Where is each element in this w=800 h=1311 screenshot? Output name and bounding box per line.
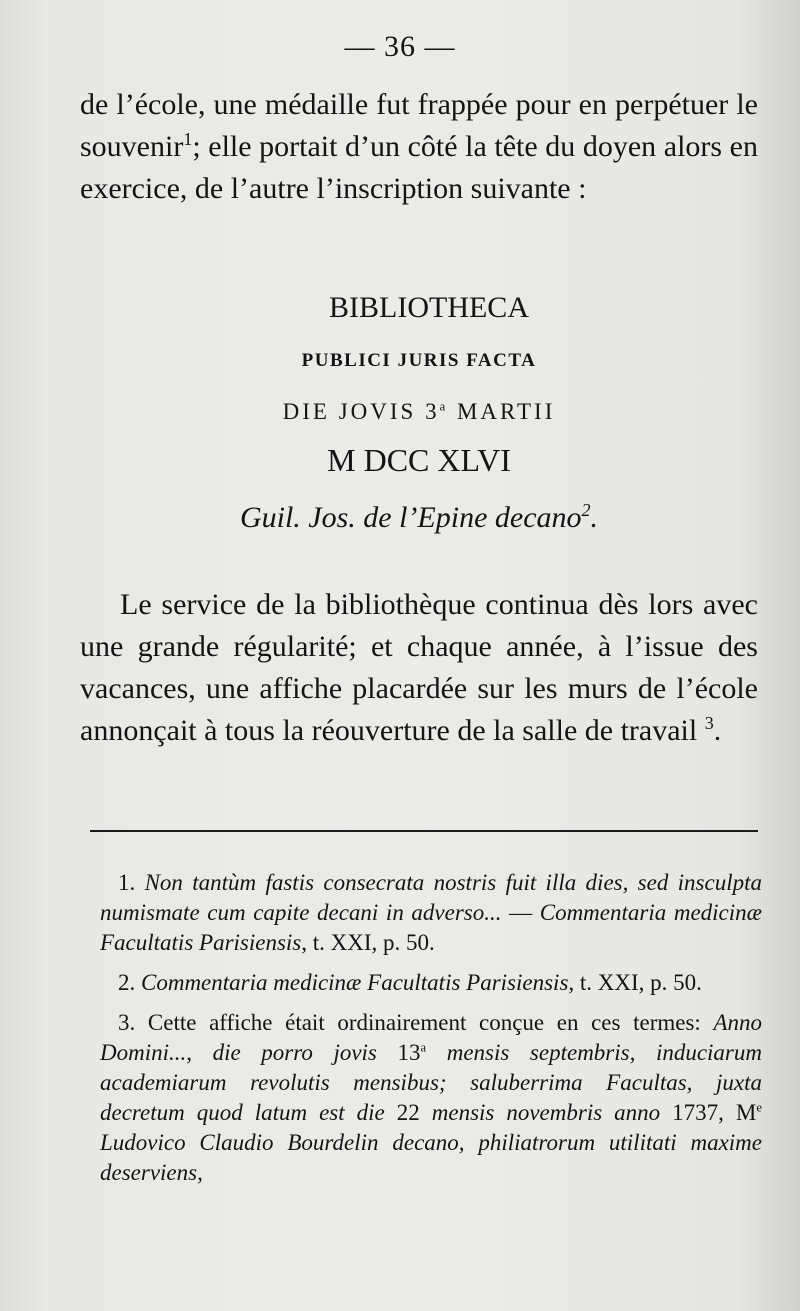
paragraph-1	[80, 84, 758, 210]
paragraph-2-end: .	[713, 714, 722, 747]
footnote-3-day: 13	[397, 1040, 421, 1065]
footnote-3-year: 1737	[672, 1100, 719, 1125]
footnote-3-quote-3: mensis novembris anno	[419, 1100, 673, 1125]
inscription-line-3-month: MARTII	[448, 399, 556, 424]
footnote-3-title-superscript: e	[756, 1100, 762, 1115]
inscription-dean-name: Guil. Jos. de l’Epine decano	[239, 501, 582, 534]
footnote-3-quote-2: mensis septembris, induciarum academiarum revolutis mensibus; saluberrima Facultas, juxta decretum quod latum est die	[100, 1040, 762, 1125]
inscription-line-2: PUBLICI JURIS FACTA	[301, 350, 537, 371]
paragraph-2	[80, 584, 758, 752]
footnote-1	[100, 868, 762, 958]
footnote-ref-2[interactable]: 2	[581, 500, 591, 520]
footnote-2	[100, 968, 762, 998]
footnote-ref-1[interactable]: 1	[183, 129, 193, 149]
footnote-3-quote-4: Ludovico Claudio Bourdelin decano, philiatrorum utilitati maxime deserviens,	[100, 1130, 762, 1185]
footnote-separator	[90, 830, 758, 832]
inscription-line-3-text: DIE JOVIS 3	[282, 399, 440, 424]
footnote-3-day-superscript: a	[420, 1040, 427, 1055]
paragraph-1-text: de l’école, une médaille fut frappée pour en perpétuer le souvenir	[80, 88, 758, 163]
inscription-line-5	[80, 496, 758, 540]
paragraph-2-text: Le service de la bibliothèque continua dès lors avec une grande régularité; et chaque année, à l’issue des vacances, une affiche placardée sur les murs de l’école annonçait à tous la réouverture de la salle de travail	[80, 588, 758, 747]
footnote-2-source: Commentaria medicinæ Facultatis Parisiensis	[141, 970, 569, 995]
footnote-1-reference: , t. XXI, p. 50.	[301, 930, 435, 955]
paragraph-1-text-end: ; elle portait d’un côté la tête du doyen alors en exercice, de l’autre l’inscription suivante :	[80, 130, 758, 205]
footnote-1-number: 1.	[118, 870, 136, 895]
inscription	[80, 286, 758, 540]
footnote-2-number: 2.	[118, 970, 136, 995]
footnote-3-intro: Cette affiche était ordinairement conçue en ces termes:	[147, 1010, 714, 1035]
footnotes	[100, 868, 762, 1198]
footnote-2-reference: , t. XXI, p. 50.	[568, 970, 702, 995]
inscription-line-3	[80, 392, 758, 432]
footnote-1-dash: —	[501, 900, 540, 925]
inscription-line-5-end: .	[590, 501, 599, 534]
inscription-line-1: BIBLIOTHECA	[329, 291, 529, 324]
inscription-line-3-superscript: a	[439, 399, 449, 414]
footnote-1-source: Commentaria medicinæ Facultatis Parisiensis	[100, 900, 762, 955]
inscription-line-4: M DCC XLVI	[327, 442, 511, 478]
page-number: — 36 —	[344, 30, 456, 63]
footnote-3-number: 3.	[118, 1010, 136, 1035]
footnote-ref-3[interactable]: 3	[704, 713, 714, 733]
footnote-1-quote: Non tantùm fastis consecrata nostris fuit illa dies, sed insculpta numismate cum capite decani in adverso...	[100, 870, 762, 925]
footnote-3-quote-1: Anno Domini..., die porro jovis	[100, 1010, 762, 1065]
footnote-3-date-day: 22	[396, 1100, 420, 1125]
footnote-3-title: , M	[718, 1100, 757, 1125]
footnote-3	[100, 1008, 762, 1188]
